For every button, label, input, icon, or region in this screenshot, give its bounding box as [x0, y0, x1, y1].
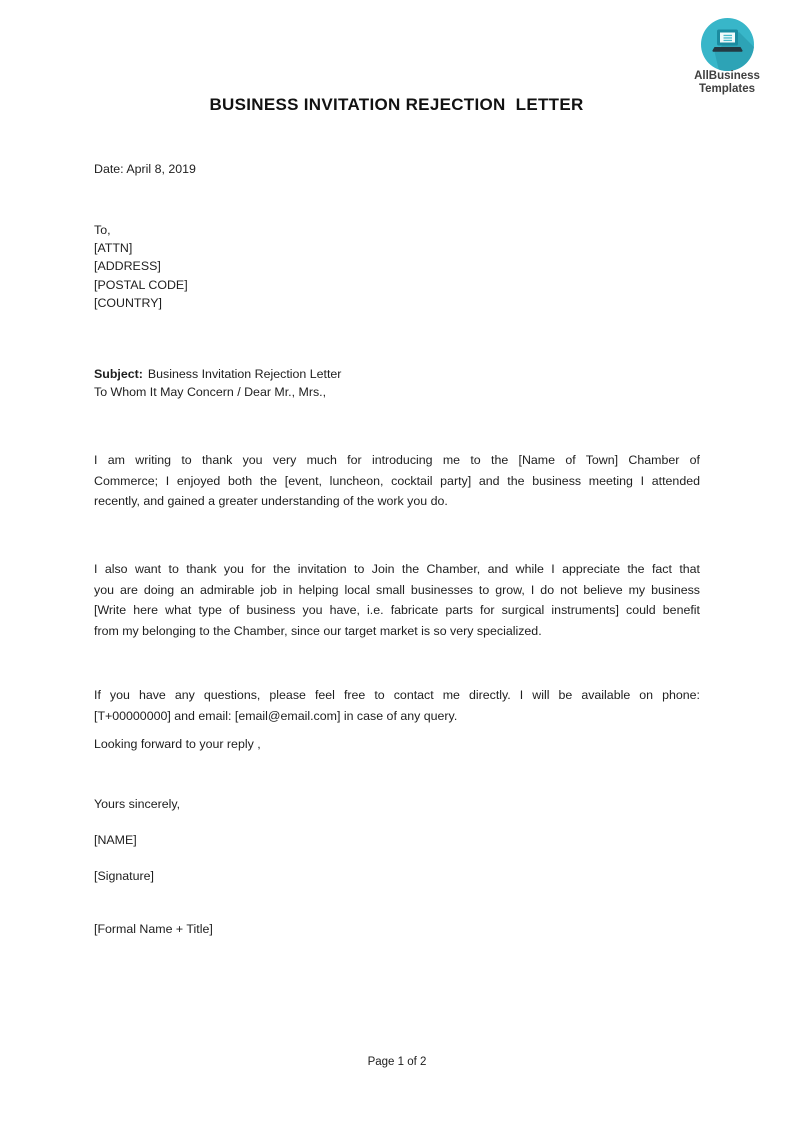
signature-placeholder: [Signature] — [94, 869, 154, 883]
brand-name-line2: Templates — [698, 83, 755, 95]
name-placeholder: [NAME] — [94, 833, 137, 847]
paragraph-line: [T+00000000] and email: [email@email.com] in case of any query. — [94, 708, 458, 723]
recipient-line-address: [ADDRESS] — [94, 259, 161, 274]
paragraph-line: Commerce; I enjoyed both the [event, luncheon, cocktail party] and the business meeting I attended — [94, 473, 700, 488]
paragraph-line: you are doing an admirable job in helping local small businesses to grow, I do not believe my business — [94, 582, 700, 597]
formal-name-placeholder: [Formal Name + Title] — [94, 922, 213, 936]
recipient-block — [94, 221, 700, 312]
recipient-line-postal-code: [POSTAL CODE] — [94, 277, 188, 292]
paragraph-line: I am writing to thank you very much for introducing me to the [Name of Town] Chamber of — [94, 453, 700, 467]
paragraph-line: If you have any questions, please feel free to contact me directly. I will be available on phone: — [94, 688, 700, 702]
laptop-circle-icon — [700, 17, 755, 72]
brand-name-line1: AllBusiness — [694, 70, 760, 82]
paragraph-intro — [94, 450, 700, 512]
looking-forward-line: Looking forward to your reply , — [94, 737, 261, 751]
paragraph-rejection — [94, 559, 700, 641]
subject-block — [94, 365, 700, 401]
page-number: Page 1 of 2 — [367, 1056, 427, 1068]
valediction-line: Yours sincerely, — [94, 797, 181, 811]
paragraph-line: from my belonging to the Chamber, since our target market is so very specialized. — [94, 623, 542, 638]
recipient-line-country: [COUNTRY] — [94, 295, 162, 310]
recipient-line-to: To, — [94, 223, 111, 237]
paragraph-line: recently, and gained a greater understanding of the work you do. — [94, 494, 448, 509]
salutation-line: To Whom It May Concern / Dear Mr., Mrs., — [94, 385, 327, 400]
date-line: Date: April 8, 2019 — [94, 162, 196, 176]
letter-title: BUSINESS INVITATION REJECTION LETTER — [209, 95, 584, 114]
recipient-line-attn: [ATTN] — [94, 241, 133, 256]
subject-text: Business Invitation Rejection Letter — [147, 367, 342, 381]
subject-label: Subject: — [94, 367, 143, 381]
subject-line — [94, 365, 700, 383]
paragraph-line: [Write here what type of business you have, i.e. fabricate parts for surgical instruments] could benefit — [94, 603, 700, 618]
brand-logo — [682, 17, 772, 96]
paragraph-line: I also want to thank you for the invitation to Join the Chamber, and while I appreciate the fact that — [94, 562, 700, 576]
brand-name — [694, 70, 760, 96]
paragraph-contact — [94, 685, 700, 726]
